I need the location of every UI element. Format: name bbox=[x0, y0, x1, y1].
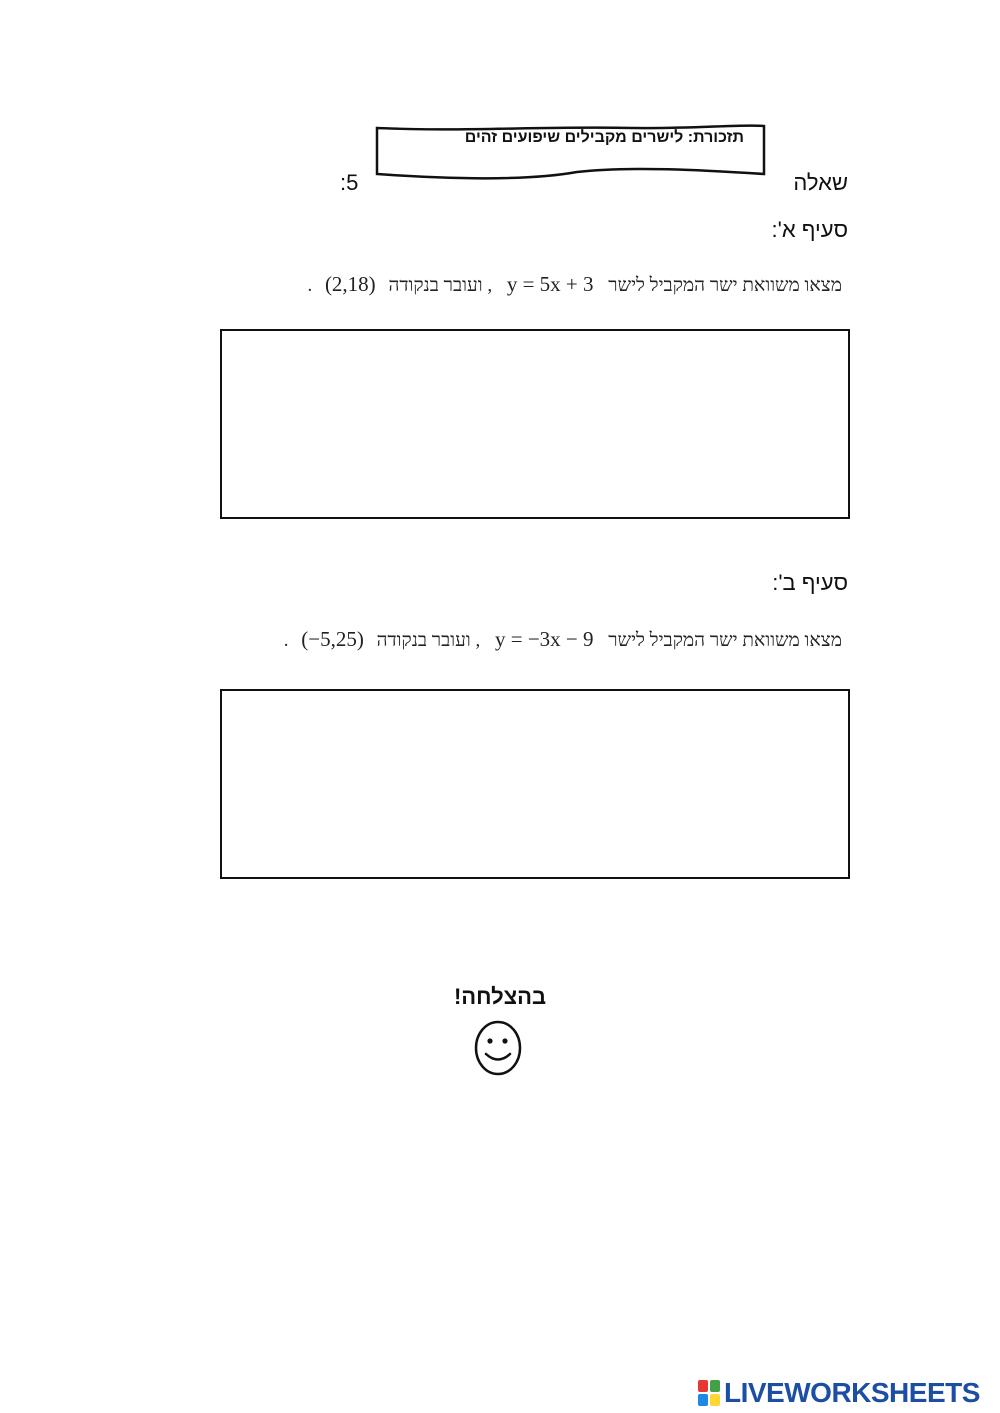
section-b-label: סעיף ב': bbox=[772, 570, 848, 595]
comma: , bbox=[475, 630, 481, 651]
passes-text: ועובר בנקודה bbox=[376, 630, 471, 651]
line-equation: y = −3x − 9 bbox=[495, 627, 594, 651]
section-a-task bbox=[307, 272, 842, 297]
brand-name: LIVEWORKSHEETS bbox=[724, 1377, 980, 1408]
answer-box-b[interactable] bbox=[220, 689, 850, 879]
period: . bbox=[307, 275, 313, 296]
brand-grid-icon bbox=[698, 1380, 720, 1406]
passes-text: ועובר בנקודה bbox=[388, 275, 483, 296]
answer-box-a[interactable] bbox=[220, 329, 850, 519]
period: . bbox=[283, 630, 289, 651]
line-equation: y = 5x + 3 bbox=[506, 272, 594, 296]
comma: , bbox=[487, 275, 493, 296]
good-luck-text: בהצלחה! bbox=[453, 984, 547, 1009]
brand-logo bbox=[698, 1376, 980, 1410]
smiley-icon bbox=[472, 1019, 524, 1077]
question-label: שאלה bbox=[793, 170, 848, 195]
question-number: :5 bbox=[340, 170, 359, 195]
reminder-text: תזכורת: לישרים מקבילים שיפועים זהים bbox=[464, 129, 744, 146]
point-coordinates: (−5,25) bbox=[301, 627, 364, 651]
task-text: מצאו משוואת ישר המקביל לישר bbox=[608, 275, 842, 296]
task-text: מצאו משוואת ישר המקביל לישר bbox=[608, 630, 842, 651]
section-b-task bbox=[284, 627, 842, 652]
section-a-label: סעיף א': bbox=[771, 217, 848, 242]
point-coordinates: (2,18) bbox=[324, 272, 376, 296]
